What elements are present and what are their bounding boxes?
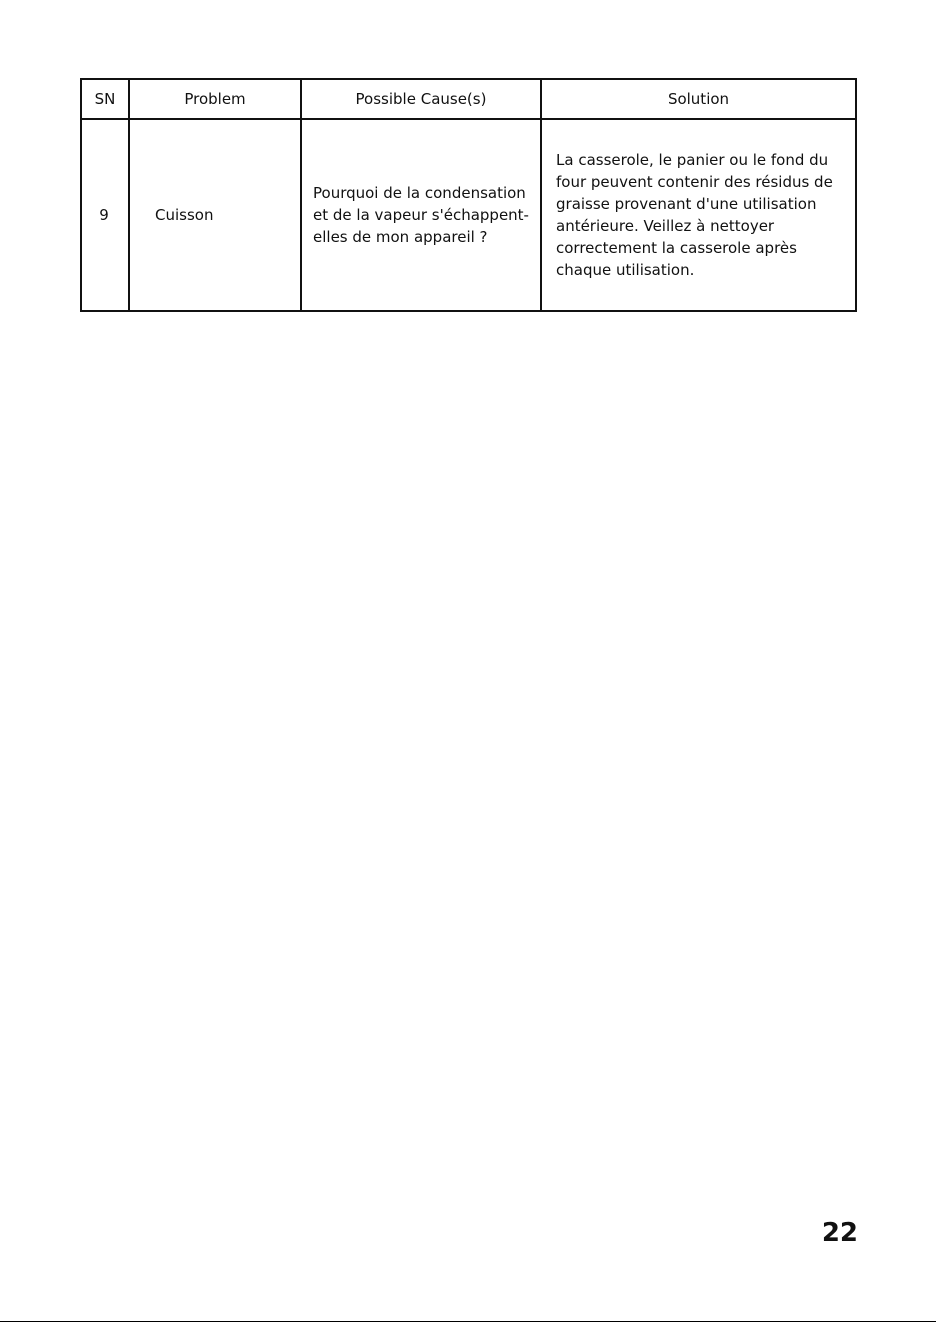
cell-sn: 9 (81, 119, 129, 311)
cell-possible-cause: Pourquoi de la condensation et de la vapeur s'échappent-elles de mon appareil ? (301, 119, 541, 311)
page-number: 22 (821, 1218, 858, 1248)
cell-solution: La casserole, le panier ou le fond du four peuvent contenir des résidus de graisse provenant d'une utilisation antérieure. Veillez à nettoyer correctement la casserole après chaque utilisation. (541, 119, 856, 311)
cell-problem: Cuisson (129, 119, 301, 311)
header-sn: SN (81, 79, 129, 119)
bottom-divider (0, 1321, 936, 1322)
table-header-row (81, 79, 856, 119)
troubleshooting-table (80, 78, 857, 312)
table-row (81, 119, 856, 311)
header-possible-causes: Possible Cause(s) (301, 79, 541, 119)
header-problem: Problem (129, 79, 301, 119)
header-solution: Solution (541, 79, 856, 119)
